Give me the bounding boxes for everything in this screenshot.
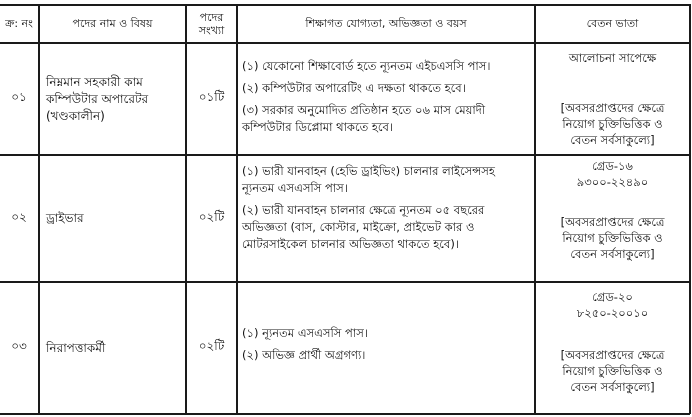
requirement-line: (৩) সরকার অনুমোদিত প্রতিষ্ঠান হতে ০৬ মাস মেয়াদী [242,103,486,117]
requirement-line: (২) কম্পিউটার অপারেটিং এ দক্ষতা থাকতে হবে। [242,81,466,95]
salary-note-line: [অবসরপ্রাপ্তদের ক্ষেত্রে [560,101,665,115]
post-count: ০২টি [198,339,225,353]
requirement-line: ন্যূনতম এসএসসি পাস। [242,181,348,195]
header-salary [536,5,689,42]
header-count-line1: পদের [199,10,224,24]
salary-scale: ৯৩০০-২২৪৯০ [576,175,649,189]
post-name-line: (খণ্ডকালীন) [46,108,105,123]
header-serial-label: ক্র: নং [5,17,33,30]
row-3-count [187,283,236,413]
salary-note-line: বেতন সর্বসাকুল্যে] [570,247,655,261]
post-name-line: নিরাপত্তাকর্মী [46,340,106,355]
salary-note-line: বেতন সর্বসাকুল্যে] [570,380,655,394]
row-1-requirements [238,58,534,154]
salary-grade: গ্রেড-২০ [592,290,633,304]
header-post [40,5,185,42]
requirement-line: (১) ন্যূনতম এসএসসি পাস। [242,326,368,340]
header-qualification-label: শিক্ষাগত যোগ্যতা, অভিজ্ঞতা ও বয়স [305,17,467,30]
header-post-label: পদের নাম ও বিষয় [72,17,153,30]
row-2-salary [536,158,689,281]
header-serial [0,5,38,42]
row-1-salary [536,50,689,154]
requirement-line: (১) যেকোনো শিক্ষাবোর্ড হতে ন্যূনতম এইচএসসি পাস। [242,59,491,73]
table-border-bottom [0,413,690,415]
salary-scale: ৮২৫০-২০০১০ [576,306,649,320]
salary-note-line: নিয়োগ চুক্তিভিত্তিক ও [562,231,663,245]
row-2-requirements [238,163,534,281]
row-3-post [40,283,185,413]
requirement-line: (১) ভারী যানবাহন (হেভি ড্রাইভিং) চালনার লাইসেন্সসহ [242,164,495,178]
requirement-line: মোটরসাইকেল চালনার অভিজ্ঞতা থাকতে হবে)। [242,237,459,251]
post-name-line: কম্পিউটার অপারেটর [46,91,149,106]
post-count: ০২টি [198,209,225,224]
table-border-right [689,4,691,414]
header-count [187,5,236,42]
row-2-count [187,156,236,281]
requirement-line: (২) অভিজ্ঞ প্রার্থী অগ্রগণ্য। [242,348,366,362]
row-2-post [40,156,185,281]
salary-note-line: [অবসরপ্রাপ্তদের ক্ষেত্রে [560,215,665,229]
row-3-serial [0,283,38,413]
requirement-line: কম্পিউটার ডিপ্লোমা থাকতে হবে। [242,120,394,134]
row-1-count [187,44,236,154]
row-1-post [40,44,185,154]
row-2-serial [0,156,38,281]
requirement-line: (২) ভারী যানবাহন চালনার ক্ষেত্রে ন্যূনতম ০৫ বছরের [242,203,485,217]
post-name-line: ড্রাইভার [46,211,84,225]
post-name-line: নিম্নমান সহকারী কাম [46,74,143,89]
header-qualification [238,5,534,42]
salary-note-line: বেতন সর্বসাকুল্যে] [570,133,655,147]
serial-number: ০১ [11,90,27,104]
post-count: ০১টি [198,90,225,104]
row-3-requirements [238,325,534,385]
serial-number: ০২ [11,209,27,224]
row-3-salary [536,289,689,413]
row-1-serial [0,44,38,154]
salary-note-line: নিয়োগ চুক্তিভিত্তিক ও [562,364,663,378]
header-count-line2: সংখ্যা [198,23,225,37]
salary-note-line: [অবসরপ্রাপ্তদের ক্ষেত্রে [560,348,665,362]
salary-grade: গ্রেড-১৬ [592,159,633,173]
serial-number: ০৩ [11,339,27,353]
salary-line: আলোচনা সাপেক্ষে [568,51,657,65]
salary-note-line: নিয়োগ চুক্তিভিত্তিক ও [562,117,663,131]
requirement-line: অভিজ্ঞতা (বাস, কোস্টার, মাইক্রো, প্রাইভেট কার ও [242,220,475,234]
header-salary-label: বেতন ভাতা [586,17,639,30]
